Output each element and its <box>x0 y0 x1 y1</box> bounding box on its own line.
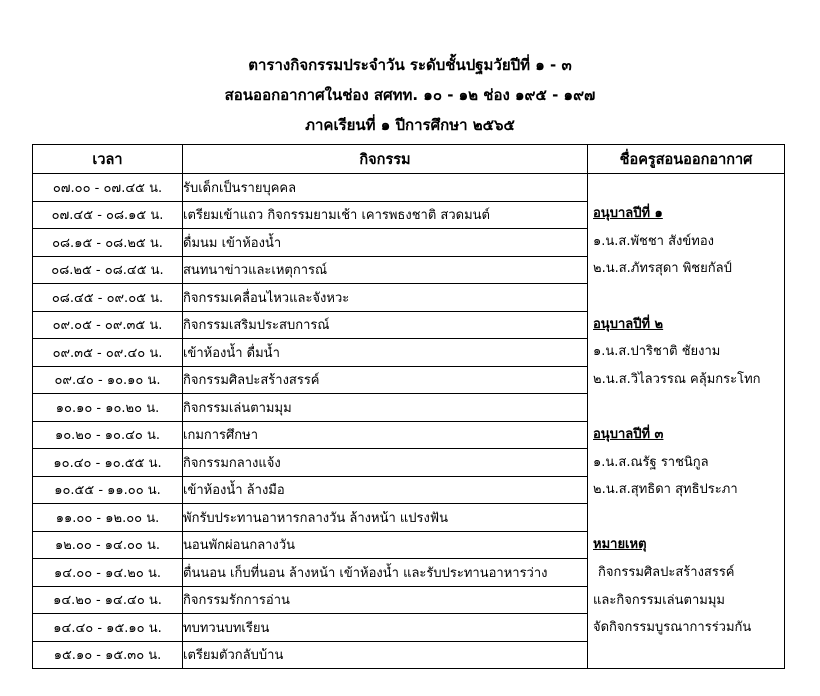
teacher-name: ๒.น.ส.วิไลวรรณ คลุ้มกระโทก <box>593 371 761 387</box>
time-cell: ๐๘.๑๕ - ๐๘.๒๕ น. <box>33 229 183 257</box>
time-cell: ๑๔.๔๐ - ๑๕.๑๐ น. <box>33 614 183 642</box>
time-cell: ๐๗.๐๐ - ๐๗.๔๕ น. <box>33 174 183 202</box>
spacer <box>588 393 784 421</box>
time-cell: ๐๙.๐๕ - ๐๙.๓๕ น. <box>33 311 183 339</box>
time-cell: ๐๘.๒๕ - ๐๘.๔๕ น. <box>33 256 183 284</box>
table-header-row <box>33 145 785 174</box>
activity-cell: เตรียมเข้าแถว กิจกรรมยามเช้า เคารพธงชาติ สวดมนต์ <box>183 201 588 229</box>
time-cell: ๑๔.๐๐ - ๑๔.๒๐ น. <box>33 559 183 587</box>
teacher-name: ๑.น.ส.ณรัฐ ราชนิกูล <box>593 454 709 470</box>
header-activity: กิจกรรม <box>183 145 588 174</box>
note-line: กิจกรรมศิลปะสร้างสรรค์ <box>598 564 735 580</box>
teacher-name: ๑.น.ส.พัชชา สังข์ทอง <box>593 233 715 249</box>
teacher-name: ๒.น.ส.สุทธิดา สุทธิประภา <box>593 482 738 498</box>
activity-cell: กิจกรรมเสริมประสบการณ์ <box>183 311 588 339</box>
schedule-table <box>32 144 785 669</box>
time-cell: ๑๔.๒๐ - ๑๔.๔๐ น. <box>33 586 183 614</box>
activity-cell: เตรียมตัวกลับบ้าน <box>183 641 588 669</box>
activity-cell: กิจกรรมกลางแจ้ง <box>183 449 588 477</box>
time-cell: ๑๐.๒๐ - ๑๐.๔๐ น. <box>33 421 183 449</box>
group-heading: อนุบาลปีที่ ๑ <box>593 206 663 222</box>
activity-cell: เกมการศึกษา <box>183 421 588 449</box>
activity-cell: กิจกรรมเคลื่อนไหวและจังหวะ <box>183 284 588 312</box>
table-row <box>33 174 785 202</box>
note-heading: หมายเหตุ <box>593 537 647 553</box>
teacher-cell <box>588 174 785 669</box>
time-cell: ๑๐.๑๐ - ๑๐.๒๐ น. <box>33 394 183 422</box>
activity-cell: พักรับประทานอาหารกลางวัน ล้างหน้า แปรงฟัน <box>183 504 588 532</box>
time-cell: ๑๒.๐๐ - ๑๔.๐๐ น. <box>33 531 183 559</box>
activity-cell: เข้าห้องน้ำ ดื่มน้ำ <box>183 339 588 367</box>
group-heading: อนุบาลปีที่ ๒ <box>593 316 664 332</box>
teacher-group-kindergarten-2 <box>588 311 784 394</box>
time-cell: ๑๐.๔๐ - ๑๐.๕๕ น. <box>33 449 183 477</box>
activity-cell: สนทนาข่าวและเหตุการณ์ <box>183 256 588 284</box>
note-group <box>588 531 784 641</box>
spacer <box>588 283 784 311</box>
title-line-1: ตารางกิจกรรมประจำวัน ระดับชั้นปฐมวัยปีที่ ๑ - ๓ <box>248 56 572 74</box>
teacher-name: ๑.น.ส.ปาริชาติ ชัยงาม <box>593 344 721 360</box>
time-cell: ๐๘.๔๕ - ๐๙.๐๕ น. <box>33 284 183 312</box>
activity-cell: ทบทวนบทเรียน <box>183 614 588 642</box>
activity-cell: นอนพักผ่อนกลางวัน <box>183 531 588 559</box>
time-cell: ๑๑.๐๐ - ๑๒.๐๐ น. <box>33 504 183 532</box>
time-cell: ๐๙.๔๐ - ๑๐.๑๐ น. <box>33 366 183 394</box>
activity-cell: ดื่มนม เข้าห้องน้ำ <box>183 229 588 257</box>
note-line: จัดกิจกรรมบูรณาการร่วมกัน <box>593 620 752 636</box>
activity-cell: รับเด็กเป็นรายบุคคล <box>183 174 588 202</box>
header-teacher: ชื่อครูสอนออกอากาศ <box>588 145 785 174</box>
activity-cell: ตื่นนอน เก็บที่นอน ล้างหน้า เข้าห้องน้ำ และรับประทานอาหารว่าง <box>183 559 588 587</box>
teacher-name: ๒.น.ส.ภัทรสุดา พิชยกัลป์ <box>593 261 732 277</box>
time-cell: ๑๕.๑๐ - ๑๕.๓๐ น. <box>33 641 183 669</box>
teacher-group-kindergarten-3 <box>588 421 784 504</box>
title-line-3: ภาคเรียนที่ ๑ ปีการศึกษา ๒๕๖๕ <box>305 116 515 134</box>
time-cell: ๐๗.๔๕ - ๐๘.๑๕ น. <box>33 201 183 229</box>
activity-cell: กิจกรรมเล่นตามมุม <box>183 394 588 422</box>
activity-cell: กิจกรรมศิลปะสร้างสรรค์ <box>183 366 588 394</box>
time-cell: ๐๙.๓๕ - ๐๙.๔๐ น. <box>33 339 183 367</box>
document-title <box>0 50 820 140</box>
header-time: เวลา <box>33 145 183 174</box>
note-line: และกิจกรรมเล่นตามมุม <box>593 592 725 608</box>
activity-cell: เข้าห้องน้ำ ล้างมือ <box>183 476 588 504</box>
spacer <box>588 504 784 532</box>
teacher-group-kindergarten-1 <box>588 200 784 283</box>
group-heading: อนุบาลปีที่ ๓ <box>593 427 664 442</box>
title-line-2: สอนออกอากาศในช่อง สศทท. ๑๐ - ๑๒ ช่อง ๑๙๕ - ๑๙๗ <box>224 86 596 104</box>
activity-cell: กิจกรรมรักการอ่าน <box>183 586 588 614</box>
time-cell: ๑๐.๕๕ - ๑๑.๐๐ น. <box>33 476 183 504</box>
